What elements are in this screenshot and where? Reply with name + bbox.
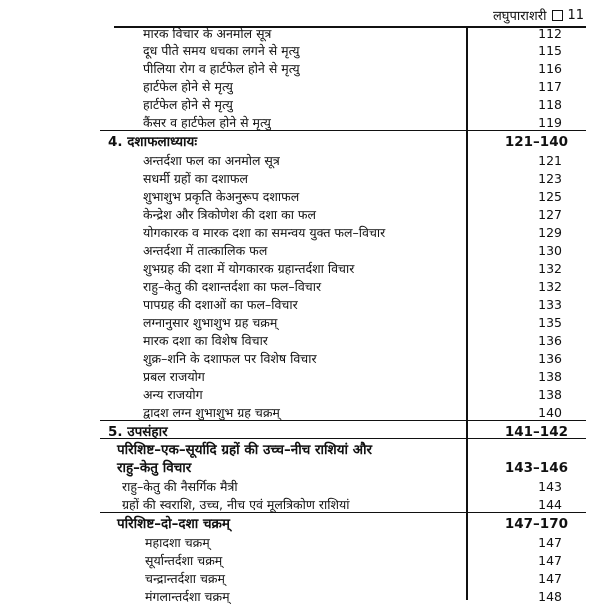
section-divider [100,512,586,513]
toc-entry-title: 4. दशाफलाध्यायः [108,134,198,150]
toc-page-number: 138 [538,387,562,402]
toc-entry-title: पापग्रह की दशाओं का फल–विचार [143,297,298,312]
toc-page-number: 148 [538,589,562,604]
toc-page-number: 123 [538,171,562,186]
toc-entry [0,151,600,170]
toc-page-number: 136 [538,333,562,348]
toc-page-number: 143–146 [504,460,568,476]
toc-page-number: 136 [538,351,562,366]
toc-entry-title: महादशा चक्रम् [145,535,210,550]
toc-page-number: 138 [538,369,562,384]
toc-entry-title: अन्तर्दशा फल का अनमोल सूत्र [143,153,280,168]
toc-entry [0,95,600,114]
toc-entry [0,187,600,206]
toc-page-number: 135 [538,315,562,330]
toc-entry [0,349,600,368]
toc-entry [0,77,600,96]
toc-entry-title: शुभाशुभ प्रकृति केअनुरूप दशाफल [143,189,300,204]
toc-entry [0,59,600,78]
toc-entry-title: कैंसर व हार्टफेल होने से मृत्यु [143,115,271,130]
header-page-number: 11 [567,7,584,23]
toc-page-number: 140 [538,405,562,420]
toc-page-number: 147–170 [504,516,568,532]
toc-section-heading [0,441,600,460]
toc-entry-title: प्रबल राजयोग [143,369,205,384]
toc-entry-title: राहु–केतु की दशान्तर्दशा का फल–विचार [143,279,322,294]
toc-section-heading [0,459,600,478]
toc-page-number: 121 [538,153,562,168]
toc-entry-title: हार्टफेल होने से मृत्यु [143,79,233,94]
toc-page-number: 147 [538,535,562,550]
toc-entry-title: मारक दशा का विशेष विचार [143,333,268,348]
toc-entry [0,223,600,242]
running-header [493,6,584,24]
toc-entry [0,551,600,570]
toc-entry-title: परिशिष्ट–एक–सूर्यादि ग्रहों की उच्च–नीच राशियां और [117,442,373,458]
toc-entry-title: 5. उपसंहार [108,424,168,440]
toc-page-number: 144 [538,497,562,512]
toc-section-heading [0,423,600,442]
toc-entry [0,259,600,278]
toc-entry-title: केन्द्रेश और त्रिकोणेश की दशा का फल [143,207,317,222]
toc-page-number: 129 [538,225,562,240]
toc-entry-title: चन्द्रान्तर्दशा चक्रम् [145,571,226,586]
toc-page-number: 125 [538,189,562,204]
toc-entry [0,385,600,404]
toc-page-number: 143 [538,479,562,494]
toc-entry [0,169,600,188]
toc-entry-title: लग्नानुसार शुभाशुभ ग्रह चक्रम् [143,315,278,330]
toc-entry-title: मंगलान्तर्दशा चक्रम् [145,589,230,604]
toc-page-number: 112 [538,26,562,41]
toc-entry [0,277,600,296]
toc-entry-title: शुक्र–शनि के दशाफल पर विशेष विचार [143,351,317,366]
toc-page-number: 141–142 [504,424,568,440]
section-divider [100,438,586,439]
toc-entry-title: द्वादश लग्न शुभाशुभ ग्रह चक्रम् [143,405,280,420]
toc-entry-title: शुभग्रह की दशा में योगकारक ग्रहान्तर्दशा विचार [143,261,355,276]
toc-page-number: 147 [538,553,562,568]
toc-page-number: 119 [538,115,562,130]
toc-page-number: 116 [538,61,562,76]
toc-entry-title: ग्रहों की स्वराशि, उच्च, नीच एवं मूलत्रिकोण राशियां [122,497,350,512]
header-title: लघुपाराशरी [492,9,547,24]
toc-entry [0,41,600,60]
toc-page-number: 118 [538,97,562,112]
toc-entry-title: राहु–केतु विचार [117,460,192,476]
toc-entry-title: अन्तर्दशा में तात्कालिक फल [143,243,268,258]
square-icon [552,10,563,21]
toc-page-number: 147 [538,571,562,586]
toc-page-number: 130 [538,243,562,258]
toc-entry [0,587,600,606]
toc-entry [0,533,600,552]
toc-entry [0,331,600,350]
toc-entry-title: योगकारक व मारक दशा का समन्वय युक्त फल–विचार [143,225,386,240]
toc-entry-title: अन्य राजयोग [143,387,203,402]
toc-page-number: 127 [538,207,562,222]
toc-entry [0,241,600,260]
toc-page-number: 115 [538,43,562,58]
toc-entry [0,313,600,332]
toc-entry-title: सधर्मी ग्रहों का दशाफल [143,171,249,186]
toc-entry-title: परिशिष्ट–दो–दशा चक्रम् [117,516,230,532]
toc-page-number: 121–140 [504,134,568,150]
toc-entry-title: पीलिया रोग व हार्टफेल होने से मृत्यु [143,61,300,76]
section-divider [100,130,586,131]
toc-entry-title: हार्टफेल होने से मृत्यु [143,97,233,112]
toc-entry-title: सूर्यान्तर्दशा चक्रम् [145,553,223,568]
section-divider [100,420,586,421]
toc-entry-title: दूध पीते समय धचका लगने से मृत्यु [143,43,300,58]
toc-page-number: 132 [538,261,562,276]
toc-entry [0,205,600,224]
toc-page-number: 133 [538,297,562,312]
toc-section-heading [0,515,600,534]
toc-page-number: 117 [538,79,562,94]
toc-entry [0,477,600,496]
toc-entry [0,569,600,588]
toc-entry-title: मारक विचार के अनमोल सूत्र [143,26,272,41]
toc-entry [0,295,600,314]
toc-section-heading [0,133,600,152]
toc-entry [0,367,600,386]
toc-page-number: 132 [538,279,562,294]
toc-entry-title: राहु–केतु की नैसर्गिक मैत्री [122,479,238,494]
